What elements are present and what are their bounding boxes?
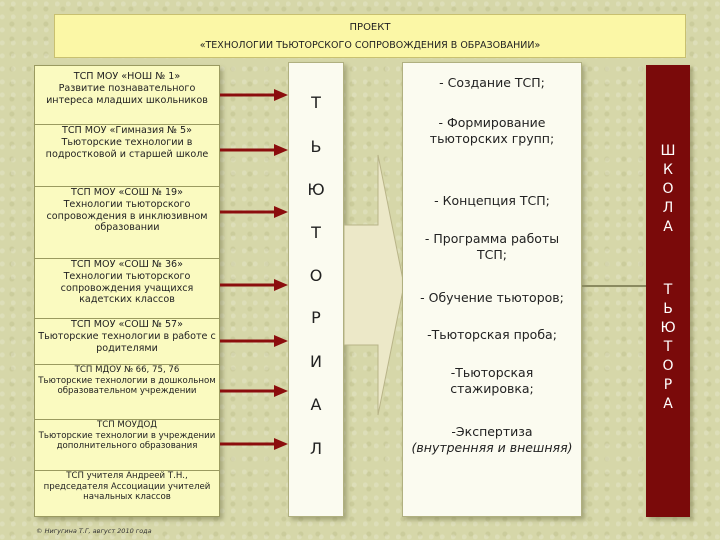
- school-letter: О: [662, 181, 674, 197]
- school-letter: Т: [663, 339, 673, 355]
- stage-item: -Тьюторская стажировка;: [450, 365, 534, 396]
- school-letter: Ь: [663, 301, 673, 317]
- tutorial-letter: Ь: [310, 137, 322, 156]
- org-desc: Тьюторские технологии в работе с родителями: [38, 330, 216, 354]
- arrow-right-icon: [220, 205, 288, 219]
- school-letter: К: [663, 162, 673, 178]
- org-desc: Тьюторские технологии в дошкольном образовательном учреждении: [38, 375, 216, 397]
- school-letter: А: [663, 219, 673, 235]
- big-arrow-right-icon: [344, 75, 404, 515]
- stage-item: - Создание ТСП;: [439, 75, 545, 90]
- school-letter: О: [662, 358, 674, 374]
- org-title: ТСП учителя Андреей Т.Н.,: [66, 471, 188, 481]
- org-title: ТСП МОУ «СОШ № 57»: [70, 319, 184, 330]
- org-item: [35, 124, 219, 160]
- stages-panel: [402, 62, 582, 517]
- school-letter: Л: [662, 200, 674, 216]
- tutorial-letter: Ю: [307, 180, 325, 199]
- arrow-right-icon: [220, 143, 288, 157]
- stage-text: -Экспертиза: [451, 424, 533, 439]
- arrow-right-icon: [220, 437, 288, 451]
- organizations-panel: [34, 65, 220, 517]
- stage-item: - Концепция ТСП;: [434, 193, 550, 208]
- org-desc: председателя Ассоциации учителей начальных классов: [43, 481, 211, 503]
- tutorial-letter: О: [309, 266, 323, 285]
- school-tutor-column: [646, 65, 690, 517]
- arrow-right-icon: [220, 278, 288, 292]
- school-letter: Ш: [660, 143, 676, 159]
- stage-subtext: (внутренняя и внешняя): [411, 440, 573, 455]
- org-title: ТСП МОУ «НОШ № 1»: [73, 71, 181, 82]
- org-desc: Тьюторские технологии в подростковой и старшей школе: [45, 136, 209, 160]
- school-letter: А: [663, 396, 673, 412]
- tutorial-letter: Л: [309, 439, 323, 458]
- org-item: [35, 71, 219, 106]
- org-title: ТСП МОУ «СОШ № 19»: [70, 187, 184, 198]
- tutorial-letter: Т: [311, 223, 321, 242]
- org-desc: Тьюторские технологии в учреждении дополнительного образования: [38, 430, 216, 452]
- arrow-right-icon: [220, 88, 288, 102]
- org-item: [35, 419, 219, 467]
- org-desc: Технологии тьюторского сопровождения в инклюзивном образовании: [46, 198, 208, 234]
- org-item: [35, 258, 219, 306]
- school-letter: Ю: [660, 320, 676, 336]
- org-title: ТСП МОУ «Гимназия № 5»: [61, 125, 193, 136]
- tutorial-letter: И: [310, 352, 322, 371]
- stage-item: - Обучение тьюторов;: [420, 290, 564, 305]
- tutorial-letter: А: [310, 395, 322, 414]
- header-line-2: «ТЕХНОЛОГИИ ТЬЮТОРСКОГО СОПРОВОЖДЕНИЯ В ОБРАЗОВАНИИ»: [199, 39, 541, 51]
- org-desc: Развитие познавательного интереса младших школьников: [46, 82, 208, 106]
- org-item: [35, 364, 219, 397]
- arrow-right-icon: [220, 334, 288, 348]
- org-title: ТСП МДОУ № 66, 75, 76: [74, 365, 180, 375]
- copyright-note: © Нигугина Т.Г, август 2010 года: [36, 527, 152, 535]
- stage-item: - Формирование тьюторских групп;: [429, 115, 555, 146]
- tutorial-letter: Р: [311, 308, 321, 327]
- org-item: [35, 318, 219, 354]
- tutorial-column: [288, 62, 344, 517]
- school-letter: Т: [663, 282, 673, 298]
- header-line-1: ПРОЕКТ: [349, 22, 391, 33]
- stage-item: -Тьюторская проба;: [427, 327, 557, 342]
- stage-item: [403, 424, 581, 456]
- org-item: [35, 470, 219, 503]
- org-title: ТСП МОУ «СОШ № 36»: [70, 259, 184, 270]
- stage-item: - Программа работы ТСП;: [424, 231, 560, 262]
- org-title: ТСП МОУДОД: [96, 420, 158, 430]
- arrow-right-icon: [220, 384, 288, 398]
- tutorial-letter: Т: [311, 93, 321, 112]
- org-item: [35, 186, 219, 234]
- org-desc: Технологии тьюторского сопровождения учащихся кадетских классов: [60, 270, 194, 306]
- school-letter: Р: [663, 377, 673, 393]
- connector-line: [582, 285, 646, 287]
- project-header: [54, 14, 686, 58]
